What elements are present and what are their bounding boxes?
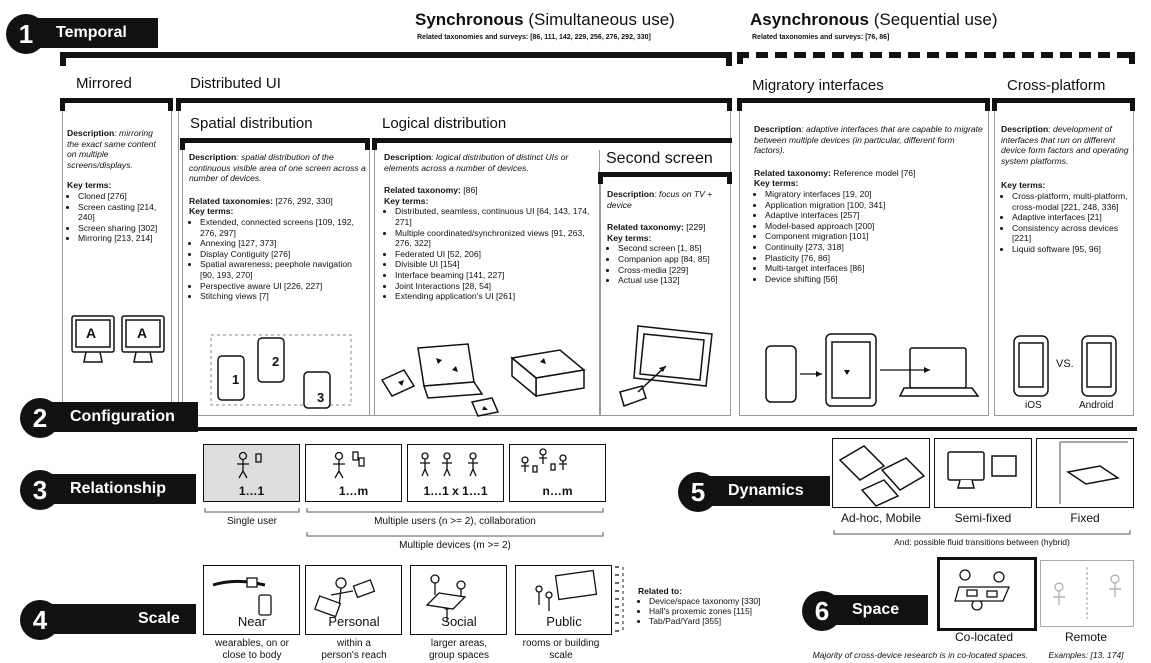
migratory-title: Migratory interfaces [752, 77, 884, 94]
logical-devices-illustration [378, 338, 600, 416]
space-number: 6 [802, 591, 842, 631]
spatial-tax-label: Related taxonomies: [189, 195, 274, 206]
list-item: • Device shifting [56] [765, 274, 986, 285]
temporal-label: Temporal [56, 24, 127, 41]
asynchronous-heading: Asynchronous [750, 10, 870, 29]
mirrored-title: Mirrored [76, 75, 132, 92]
scale-cell-label-4: Public [546, 614, 582, 629]
tile-label-1: 1 [232, 372, 240, 387]
dynamics-badge [686, 476, 830, 506]
scale-cell-label-1: Near [237, 614, 267, 629]
synchronous-refs: Related taxonomies and surveys: [86, 111, 142, 229, 256, 276, 292, 330] [417, 34, 651, 41]
scale-badge [28, 604, 196, 634]
second-desc-label: Description [607, 189, 655, 199]
second-desc: : focus on TV + device [607, 189, 713, 210]
relationship-people-icons [203, 444, 603, 484]
logical-bracket-left [372, 138, 377, 150]
dynamics-cell-label-2: Semi-fixed [954, 511, 1012, 525]
list-item: • Annexing [127, 373] [200, 238, 367, 249]
configuration-number: 2 [20, 398, 60, 438]
second-bracket [598, 172, 732, 177]
relationship-label: Relationship [70, 480, 167, 497]
mirrored-desc-label: Description [67, 128, 115, 138]
logical-tax: [86] [460, 185, 478, 196]
list-item: • Perspective aware UI [226, 227] [200, 281, 367, 292]
logical-terms [384, 206, 598, 301]
list-item: • Cloned [276] [78, 191, 167, 202]
dynamics-cell-label-3: Fixed [1070, 511, 1100, 525]
list-item: • Migratory interfaces [19, 20] [765, 189, 986, 200]
distributed-bracket-left [176, 98, 181, 111]
scale-number: 4 [20, 600, 60, 640]
space-label: Space [852, 601, 900, 618]
list-item: • Screen sharing [302] [78, 223, 167, 234]
spatial-keyterms-label: Key terms: [189, 206, 234, 217]
cross-text [1001, 124, 1131, 255]
cross-bracket-right [1130, 98, 1135, 111]
migratory-bracket-left [737, 98, 742, 111]
mirrored-screen-letter-right: A [137, 325, 148, 341]
temporal-number: 1 [6, 14, 46, 54]
second-bracket-left [598, 172, 603, 184]
tile-label-2: 2 [272, 354, 280, 369]
scale-label: Scale [138, 610, 180, 627]
asynchronous-refs: Related taxonomies and surveys: [76, 86] [752, 34, 890, 41]
migratory-desc: : adaptive interfaces that are capable to migrate between multiple devices (in particular, different form factors). [754, 124, 983, 156]
spatial-title: Spatial distribution [190, 115, 313, 132]
list-item: • Distributed, seamless, continuous UI [64, 143, 174, 271] [395, 206, 598, 227]
spatial-bracket-left [180, 138, 185, 150]
second-tax-label: Related taxonomy: [607, 222, 684, 233]
list-item: • Federated UI [52, 206] [395, 249, 598, 260]
space-badge [810, 595, 928, 625]
scale-caption-personal-1: within a [337, 638, 371, 649]
distributed-bracket-right [727, 98, 732, 111]
scale-cell-label-3: Social [441, 614, 477, 629]
cross-bracket [992, 98, 1135, 103]
space-note-left: Majority of cross-device research is in co-located spaces. [812, 650, 1028, 660]
scale-related-title: Related to: [638, 586, 682, 596]
logical-desc: : logical distribution of distinct UIs or elements across a number of devices. [384, 152, 569, 173]
dynamics-cell-label-1: Ad-hoc, Mobile [840, 511, 922, 525]
scale-related-list [638, 596, 798, 626]
mirrored-terms [67, 191, 167, 244]
scale-caption-social-2: group spaces [428, 650, 490, 661]
list-item: • Companion app [84, 85] [618, 254, 727, 265]
mirrored-monitors-illustration [70, 314, 170, 374]
relationship-cell-label-4: n…m [542, 484, 573, 498]
list-item: • Spatial awareness; peephole navigation [90, 193, 270] [200, 259, 367, 280]
asynchronous-title [750, 10, 998, 30]
list-item: • Component migration [101] [765, 231, 986, 242]
mirrored-keyterms-label: Key terms: [67, 180, 112, 191]
second-bracket-right [727, 172, 732, 184]
migratory-bracket-right [985, 98, 990, 111]
mirrored-desc: : mirroring the exact same content on multiple screens/displays. [67, 128, 156, 170]
list-item: • Cross-media [229] [618, 265, 727, 276]
scale-cell-label-2: Personal [328, 614, 380, 629]
dynamics-label: Dynamics [728, 482, 804, 499]
list-item: • Stitching views [7] [200, 291, 367, 302]
migratory-tax: Reference model [76] [830, 167, 916, 178]
list-item: • Device/space taxonomy [330] [649, 596, 798, 606]
migratory-tax-label: Related taxonomy: [754, 167, 831, 178]
relationship-badge [28, 474, 196, 504]
asynchronous-bracket-right [1129, 52, 1135, 66]
list-item: • Joint Interactions [28, 54] [395, 281, 598, 292]
relationship-multiple-devices: Multiple devices (m >= 2) [399, 540, 511, 551]
dynamics-illustrations [832, 438, 1132, 508]
list-item: • Multi-target interfaces [86] [765, 263, 986, 274]
second-screen-title: Second screen [606, 150, 713, 167]
dynamics-number: 5 [678, 472, 718, 512]
mirrored-text [67, 128, 167, 244]
space-cell-label-2: Remote [1064, 630, 1108, 644]
configuration-divider [196, 427, 1137, 431]
list-item: • Continuity [273, 318] [765, 242, 986, 253]
migratory-text [754, 124, 986, 284]
configuration-badge [28, 402, 198, 432]
list-item: • Hall's proxemic zones [115] [649, 606, 798, 616]
relationship-number: 3 [20, 470, 60, 510]
mirrored-bracket-left [60, 98, 65, 111]
cross-bracket-left [992, 98, 997, 111]
second-terms [607, 243, 727, 285]
list-item: • Extending application's UI [261] [395, 291, 598, 302]
migratory-keyterms-label: Key terms: [754, 178, 799, 189]
list-item: • Extended, connected screens [109, 192, 276, 297] [200, 217, 367, 238]
cross-platform-title: Cross-platform [1007, 77, 1106, 94]
cross-vs: VS. [1056, 358, 1074, 370]
list-item: • Liquid software [95, 96] [1012, 244, 1131, 255]
spatial-text [189, 152, 367, 302]
logical-bracket [372, 138, 732, 143]
relationship-cell-label-2: 1…m [338, 484, 369, 498]
cross-terms [1001, 191, 1131, 255]
distributed-bracket [176, 98, 732, 103]
spatial-bracket-right [365, 138, 370, 150]
scale-caption-public-1: rooms or building [522, 638, 600, 649]
scale-caption-near-2: close to body [222, 650, 282, 661]
space-note-right: Examples: [13, 174] [1048, 650, 1124, 660]
scale-caption-social-1: larger areas, [430, 638, 488, 649]
tile-label-3: 3 [317, 390, 325, 405]
migratory-devices-illustration [760, 330, 984, 408]
list-item: • Model-based approach [200] [765, 221, 986, 232]
list-item: • Interface beaming [141, 227] [395, 270, 598, 281]
temporal-badge [14, 18, 158, 48]
list-item: • Plasticity [76, 86] [765, 253, 986, 264]
relationship-single-user: Single user [226, 516, 278, 527]
synchronous-bracket-right [726, 52, 732, 66]
list-item: • Divisible UI [154] [395, 259, 598, 270]
logical-desc-label: Description [384, 152, 432, 162]
list-item: • Screen casting [214, 240] [78, 202, 167, 223]
migratory-bracket [737, 98, 990, 103]
synchronous-bracket-left [60, 52, 66, 66]
list-item: • Display Contiguity [276] [200, 249, 367, 260]
migratory-desc-label: Description [754, 124, 802, 134]
list-item: • Multiple coordinated/synchronized views [91, 263, 276, 322] [395, 228, 598, 249]
asynchronous-bracket-left [737, 52, 743, 66]
synchronous-subheading: (Simultaneous use) [523, 10, 675, 29]
mirrored-bracket [60, 98, 173, 103]
list-item: • Adaptive interfaces [257] [765, 210, 986, 221]
synchronous-bracket [60, 52, 732, 58]
relationship-multiple-users: Multiple users (n >= 2), collaboration [374, 516, 536, 527]
synchronous-heading: Synchronous [415, 10, 524, 29]
migratory-terms [754, 189, 986, 284]
scale-caption-near-1: wearables, on or [215, 638, 289, 649]
configuration-label: Configuration [70, 408, 175, 425]
list-item: • Cross-platform, multi-platform, cross-modal [221, 248, 336] [1012, 191, 1131, 212]
mirrored-screen-letter-left: A [86, 325, 97, 341]
cross-keyterms-label: Key terms: [1001, 180, 1046, 191]
spatial-desc-label: Description [189, 152, 237, 162]
list-item: • Second screen [1, 85] [618, 243, 727, 254]
space-cell-label-1: Co-located [954, 630, 1014, 644]
spatial-desc: : spatial distribution of the continuous visible area of one screen across a number of devices. [189, 152, 366, 184]
second-tax: [229] [683, 222, 706, 233]
cross-ios-label: iOS [1025, 400, 1042, 411]
list-item: • Actual use [132] [618, 275, 727, 286]
spatial-tablets-illustration [206, 330, 356, 410]
space-illustrations [937, 557, 1137, 627]
logical-text [384, 152, 598, 302]
list-item: • Mirroring [213, 214] [78, 233, 167, 244]
relationship-cell-label-1: 1…1 [238, 484, 265, 498]
second-text [607, 189, 727, 286]
cross-desc-label: Description [1001, 124, 1049, 134]
asynchronous-subheading: (Sequential use) [869, 10, 998, 29]
scale-caption-personal-2: person's reach [321, 650, 387, 661]
distributed-ui-title: Distributed UI [190, 75, 281, 92]
cross-android-label: Android [1079, 400, 1114, 411]
relationship-cell-label-3: 1…1 x 1…1 [423, 484, 488, 498]
list-item: • Tab/Pad/Yard [355] [649, 616, 798, 626]
scale-caption-public-2: scale [549, 650, 573, 661]
spatial-bracket [180, 138, 370, 143]
mirrored-bracket-right [168, 98, 173, 111]
scale-related [638, 586, 798, 626]
second-screen-illustration [612, 320, 722, 410]
spatial-terms [189, 217, 367, 302]
list-item: • Consistency across devices [221] [1012, 223, 1131, 244]
asynchronous-bracket [737, 52, 1135, 58]
second-keyterms-label: Key terms: [607, 232, 652, 243]
spatial-tax: [276, 292, 330] [273, 195, 333, 206]
cross-desc: : development of interfaces that run on different device form factors and operating system platforms. [1001, 124, 1129, 166]
logical-tax-label: Related taxonomy: [384, 185, 461, 196]
list-item: • Application migration [100, 341] [765, 200, 986, 211]
logical-title: Logical distribution [382, 115, 507, 132]
logical-keyterms-label: Key terms: [384, 195, 429, 206]
list-item: • Adaptive interfaces [21] [1012, 212, 1131, 223]
synchronous-title [415, 10, 675, 30]
dynamics-note: And: possible fluid transitions between (hybrid) [894, 537, 1070, 547]
